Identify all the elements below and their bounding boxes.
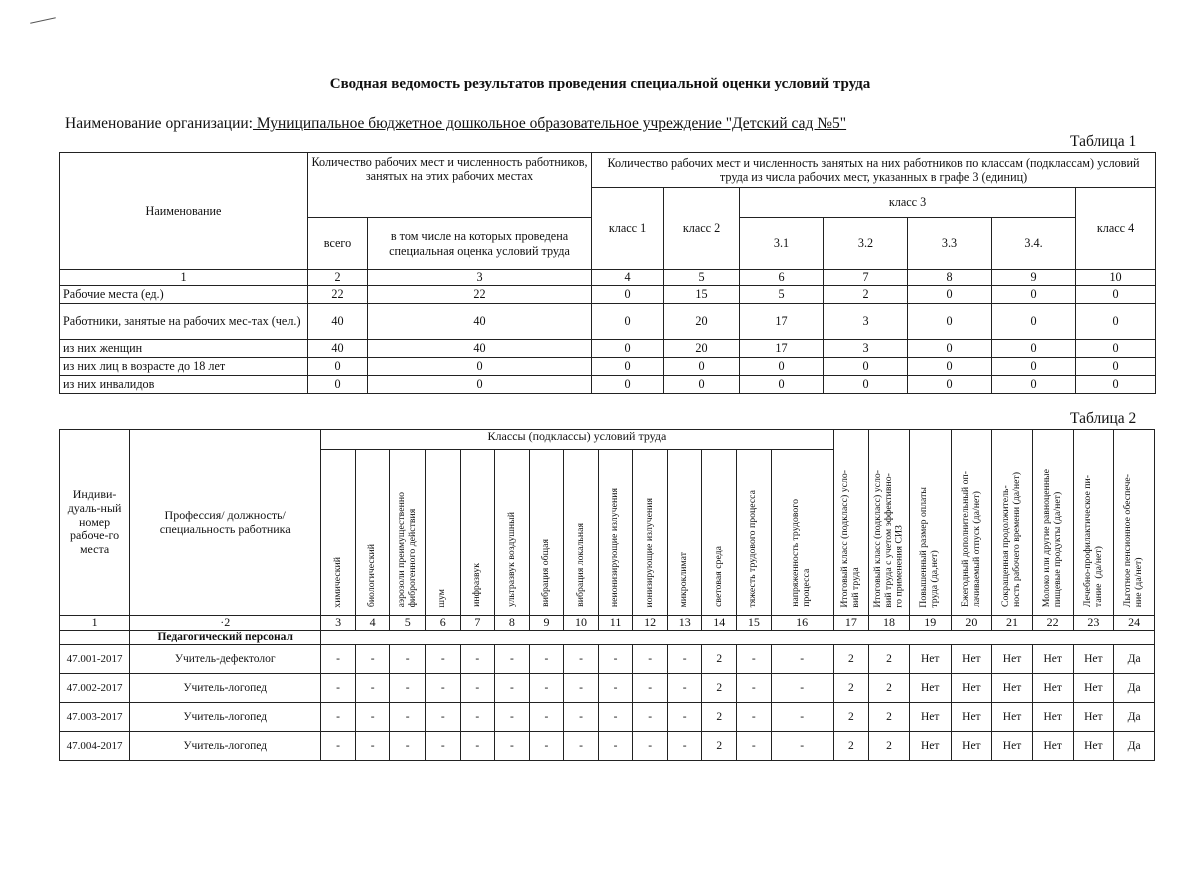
t2-extra-header bbox=[869, 430, 910, 616]
t2-colnum: 24 bbox=[1114, 616, 1155, 631]
t2-cell: - bbox=[564, 732, 599, 761]
t2-colnum: 21 bbox=[992, 616, 1033, 631]
t2-extra-header bbox=[1032, 430, 1073, 616]
t2-factor-label: шум bbox=[436, 588, 448, 608]
t2-colnum: 23 bbox=[1073, 616, 1114, 631]
t1-cell: 0 bbox=[1076, 286, 1156, 304]
t1-header-class4: класс 4 bbox=[1076, 188, 1156, 270]
t2-cell: Да bbox=[1114, 674, 1155, 703]
t2-factor-label: инфразвук bbox=[470, 563, 482, 608]
t2-cell: 2 bbox=[833, 703, 869, 732]
t1-cell: 0 bbox=[308, 376, 368, 394]
t1-cell: 0 bbox=[368, 376, 592, 394]
t1-colnum: 1 bbox=[60, 270, 308, 286]
t1-header-name: Наименование bbox=[60, 153, 308, 270]
t2-cell: - bbox=[321, 674, 356, 703]
t1-cell: 0 bbox=[592, 376, 664, 394]
t1-cell: 0 bbox=[1076, 358, 1156, 376]
t2-cell: - bbox=[425, 703, 460, 732]
t2-cell: - bbox=[633, 732, 668, 761]
t2-cell: - bbox=[667, 645, 702, 674]
t2-cell: - bbox=[425, 732, 460, 761]
t2-colnum: 9 bbox=[529, 616, 564, 631]
scan-mark bbox=[30, 17, 56, 23]
t1-row-label: из них лиц в возрасте до 18 лет bbox=[60, 358, 308, 376]
t2-extra-header bbox=[951, 430, 992, 616]
t2-cell: - bbox=[321, 703, 356, 732]
t2-cell: Нет bbox=[951, 732, 992, 761]
organization-line bbox=[65, 115, 846, 133]
t1-colnum: 5 bbox=[664, 270, 740, 286]
t2-cell: Нет bbox=[951, 645, 992, 674]
t1-cell: 2 bbox=[824, 286, 908, 304]
t2-cell: - bbox=[321, 645, 356, 674]
t2-factor-header bbox=[495, 450, 530, 616]
t1-cell: 0 bbox=[992, 376, 1076, 394]
t2-cell: Да bbox=[1114, 703, 1155, 732]
t1-cell: 15 bbox=[664, 286, 740, 304]
t2-cell: - bbox=[355, 674, 390, 703]
t2-cell: - bbox=[460, 703, 495, 732]
t1-cell: 17 bbox=[740, 304, 824, 340]
t2-cell: - bbox=[598, 674, 633, 703]
t2-colnum: 8 bbox=[495, 616, 530, 631]
t2-cell: Нет bbox=[1073, 674, 1114, 703]
t1-colnum: 2 bbox=[308, 270, 368, 286]
t2-cell: - bbox=[598, 703, 633, 732]
t1-row bbox=[60, 340, 1156, 358]
t2-cell: Нет bbox=[951, 674, 992, 703]
t2-cell: Нет bbox=[1032, 645, 1073, 674]
t1-cell: 17 bbox=[740, 340, 824, 358]
t2-factor-header bbox=[460, 450, 495, 616]
t2-cell: - bbox=[564, 674, 599, 703]
t2-extra-label: Повышенный размер оплаты труда (да,нет) bbox=[918, 486, 941, 608]
t2-factor-header bbox=[390, 450, 426, 616]
t2-cell: - bbox=[529, 732, 564, 761]
t2-header-classes: Классы (подклассы) условий труда bbox=[321, 430, 833, 450]
t2-cell: Нет bbox=[992, 703, 1033, 732]
t2-colnum: 17 bbox=[833, 616, 869, 631]
t2-cell: 2 bbox=[869, 645, 910, 674]
t2-extra-header bbox=[1073, 430, 1114, 616]
t2-cell: - bbox=[355, 732, 390, 761]
t1-cell: 0 bbox=[740, 376, 824, 394]
t2-cell: - bbox=[564, 645, 599, 674]
workplace-table bbox=[59, 429, 1155, 761]
t1-cell: 22 bbox=[308, 286, 368, 304]
position-name: Учитель-логопед bbox=[130, 674, 321, 703]
t2-cell: Нет bbox=[1073, 703, 1114, 732]
t2-header-profession: Профессия/ должность/ специальность работника bbox=[130, 430, 321, 616]
t2-row bbox=[60, 674, 1155, 703]
t1-header-class3: класс 3 bbox=[740, 188, 1076, 218]
t1-header-class2: класс 2 bbox=[664, 188, 740, 270]
group-label: Педагогический персонал bbox=[130, 631, 321, 645]
t2-cell: - bbox=[355, 645, 390, 674]
t2-factor-header bbox=[633, 450, 668, 616]
t2-cell: Нет bbox=[909, 703, 951, 732]
t1-colnum: 3 bbox=[368, 270, 592, 286]
t2-colnum: 18 bbox=[869, 616, 910, 631]
t2-cell: - bbox=[771, 645, 833, 674]
t1-cell: 0 bbox=[908, 340, 992, 358]
t1-row bbox=[60, 286, 1156, 304]
t2-cell: - bbox=[529, 703, 564, 732]
t2-cell: - bbox=[460, 732, 495, 761]
t2-cell: - bbox=[495, 732, 530, 761]
t2-cell: - bbox=[737, 645, 772, 674]
t1-header-class1: класс 1 bbox=[592, 188, 664, 270]
t1-colnum: 10 bbox=[1076, 270, 1156, 286]
organization-label: Наименование организации: bbox=[65, 115, 253, 132]
t2-extra-label: Итоговый класс (подкласс) усло- вий труда с учетом эффективно- го применения СИЗ bbox=[871, 469, 905, 608]
group-spacer bbox=[60, 631, 130, 645]
t1-cell: 0 bbox=[992, 340, 1076, 358]
t1-cell: 40 bbox=[308, 340, 368, 358]
t2-colnum: 1 bbox=[60, 616, 130, 631]
t2-factor-header bbox=[425, 450, 460, 616]
t2-cell: Нет bbox=[1032, 732, 1073, 761]
t2-cell: - bbox=[529, 645, 564, 674]
t2-factor-label: вибрация общая bbox=[540, 539, 552, 608]
t2-factor-label: химический bbox=[331, 556, 343, 608]
t2-factor-label: световая среда bbox=[712, 546, 724, 608]
t1-cell: 0 bbox=[992, 304, 1076, 340]
t2-row bbox=[60, 732, 1155, 761]
t2-cell: - bbox=[390, 674, 426, 703]
workplace-id: 47.001-2017 bbox=[60, 645, 130, 674]
t1-colnum: 9 bbox=[992, 270, 1076, 286]
t2-cell: - bbox=[598, 645, 633, 674]
t1-column-numbers bbox=[60, 270, 1156, 286]
t2-extra-header bbox=[1114, 430, 1155, 616]
t1-cell: 0 bbox=[308, 358, 368, 376]
t2-factor-header bbox=[702, 450, 737, 616]
t2-cell: Нет bbox=[992, 732, 1033, 761]
t1-header-3-1: 3.1 bbox=[740, 218, 824, 270]
t2-cell: - bbox=[425, 645, 460, 674]
t2-extra-label: Молоко или другие равноценные пищевые продукты (да/нет) bbox=[1040, 469, 1063, 608]
t1-cell: 0 bbox=[740, 358, 824, 376]
t2-colnum: 12 bbox=[633, 616, 668, 631]
t2-cell: - bbox=[667, 732, 702, 761]
t2-factor-header bbox=[564, 450, 599, 616]
t2-cell: 2 bbox=[833, 732, 869, 761]
t2-colnum: 11 bbox=[598, 616, 633, 631]
t2-factor-label: микроклимат bbox=[678, 551, 690, 608]
t1-cell: 0 bbox=[824, 358, 908, 376]
t2-cell: Нет bbox=[1073, 732, 1114, 761]
t1-cell: 5 bbox=[740, 286, 824, 304]
t1-header-3-4: 3.4. bbox=[992, 218, 1076, 270]
t2-row bbox=[60, 703, 1155, 732]
t1-row-label: Рабочие места (ед.) bbox=[60, 286, 308, 304]
t2-cell: Нет bbox=[909, 674, 951, 703]
t1-cell: 0 bbox=[592, 358, 664, 376]
t2-cell: - bbox=[460, 674, 495, 703]
t1-cell: 3 bbox=[824, 340, 908, 358]
t2-cell: - bbox=[667, 703, 702, 732]
t2-factor-label: напряженность трудового процесса bbox=[790, 499, 813, 608]
t1-row bbox=[60, 304, 1156, 340]
t2-cell: 2 bbox=[869, 703, 910, 732]
t2-factor-label: ионизирующие излучения bbox=[643, 497, 655, 608]
t2-cell: Нет bbox=[1073, 645, 1114, 674]
t2-cell: Да bbox=[1114, 732, 1155, 761]
t2-extra-header bbox=[992, 430, 1033, 616]
t2-colnum: 20 bbox=[951, 616, 992, 631]
t1-colnum: 6 bbox=[740, 270, 824, 286]
t2-factor-label: аэрозоли преимущественно фиброгенного действия bbox=[395, 491, 418, 608]
t1-colnum: 4 bbox=[592, 270, 664, 286]
position-name: Учитель-логопед bbox=[130, 732, 321, 761]
t2-cell: 2 bbox=[702, 732, 737, 761]
t2-cell: 2 bbox=[869, 674, 910, 703]
t1-cell: 0 bbox=[592, 304, 664, 340]
t2-factor-label: биологический bbox=[366, 544, 378, 608]
t2-cell: - bbox=[355, 703, 390, 732]
t1-cell: 20 bbox=[664, 340, 740, 358]
t2-cell: - bbox=[737, 674, 772, 703]
t2-factor-label: тяжесть трудового процесса bbox=[747, 489, 759, 608]
t1-cell: 40 bbox=[368, 340, 592, 358]
t2-cell: - bbox=[737, 732, 772, 761]
t2-cell: - bbox=[460, 645, 495, 674]
group-spacer bbox=[321, 631, 1155, 645]
t2-cell: - bbox=[598, 732, 633, 761]
t2-factor-header bbox=[598, 450, 633, 616]
t2-colnum: 4 bbox=[355, 616, 390, 631]
t1-cell: 20 bbox=[664, 304, 740, 340]
t2-cell: - bbox=[633, 645, 668, 674]
t2-factor-header bbox=[355, 450, 390, 616]
t2-cell: - bbox=[771, 674, 833, 703]
table1-caption: Таблица 1 bbox=[1070, 133, 1137, 150]
t1-cell: 22 bbox=[368, 286, 592, 304]
t1-cell: 0 bbox=[908, 376, 992, 394]
t1-cell: 0 bbox=[908, 286, 992, 304]
t1-cell: 0 bbox=[592, 340, 664, 358]
t2-extra-label: Лечебно-профилактическое пи- тание (да/нет) bbox=[1081, 475, 1104, 608]
t1-cell: 0 bbox=[1076, 304, 1156, 340]
t2-factor-header bbox=[737, 450, 772, 616]
t1-colnum: 7 bbox=[824, 270, 908, 286]
t1-header-total: всего bbox=[308, 218, 368, 270]
t2-cell: Нет bbox=[1032, 674, 1073, 703]
group-row bbox=[60, 631, 1155, 645]
t1-cell: 0 bbox=[908, 304, 992, 340]
t2-extra-header bbox=[833, 430, 869, 616]
t1-header-evaluated: в том числе на которых проведена специальная оценка условий труда bbox=[368, 218, 592, 270]
t1-row bbox=[60, 358, 1156, 376]
organization-name: Муниципальное бюджетное дошкольное образовательное учреждение "Детский сад №5" bbox=[252, 115, 847, 132]
t1-row-label: из них женщин bbox=[60, 340, 308, 358]
t1-cell: 40 bbox=[368, 304, 592, 340]
workplace-id: 47.003-2017 bbox=[60, 703, 130, 732]
t2-colnum: 13 bbox=[667, 616, 702, 631]
t2-cell: - bbox=[495, 645, 530, 674]
page-title: Сводная ведомость результатов проведения специальной оценки условий труда bbox=[329, 76, 871, 92]
t2-cell: - bbox=[667, 674, 702, 703]
t2-cell: Нет bbox=[909, 645, 951, 674]
t2-extra-header bbox=[909, 430, 951, 616]
t2-cell: 2 bbox=[833, 674, 869, 703]
t2-colnum: 14 bbox=[702, 616, 737, 631]
t2-extra-label: Сокращенная продолжитель- ность рабочего времени (да/нет) bbox=[1000, 472, 1023, 608]
t2-cell: - bbox=[633, 703, 668, 732]
summary-table bbox=[59, 152, 1156, 394]
t1-cell: 3 bbox=[824, 304, 908, 340]
t2-cell: Нет bbox=[909, 732, 951, 761]
t2-cell: - bbox=[495, 674, 530, 703]
t2-colnum: 5 bbox=[390, 616, 426, 631]
t2-colnum: 10 bbox=[564, 616, 599, 631]
t2-colnum: 15 bbox=[737, 616, 772, 631]
t2-header-id: Индиви-дуаль-ный номер рабоче-го места bbox=[60, 430, 130, 616]
t2-factor-header bbox=[321, 450, 356, 616]
t2-colnum: 22 bbox=[1032, 616, 1073, 631]
t2-cell: Нет bbox=[992, 674, 1033, 703]
t2-cell: - bbox=[321, 732, 356, 761]
t2-cell: 2 bbox=[869, 732, 910, 761]
workplace-id: 47.004-2017 bbox=[60, 732, 130, 761]
t1-cell: 0 bbox=[1076, 340, 1156, 358]
t2-colnum: 3 bbox=[321, 616, 356, 631]
t2-cell: - bbox=[564, 703, 599, 732]
t1-cell: 0 bbox=[1076, 376, 1156, 394]
t2-factor-label: неионизирующие излучения bbox=[609, 488, 621, 608]
t2-cell: - bbox=[495, 703, 530, 732]
t2-cell: 2 bbox=[702, 674, 737, 703]
position-name: Учитель-дефектолог bbox=[130, 645, 321, 674]
t2-colnum: 19 bbox=[909, 616, 951, 631]
t2-cell: - bbox=[390, 645, 426, 674]
t1-header-classes: Количество рабочих мест и численность занятых на них работников по классам (подклассам) условий труда из числа рабочих мест, указанных в графе 3 (единиц) bbox=[592, 153, 1156, 188]
t2-cell: - bbox=[390, 732, 426, 761]
t1-cell: 0 bbox=[992, 286, 1076, 304]
t1-colnum: 8 bbox=[908, 270, 992, 286]
t1-row bbox=[60, 376, 1156, 394]
t2-colnum: 6 bbox=[425, 616, 460, 631]
t2-cell: Да bbox=[1114, 645, 1155, 674]
t2-row bbox=[60, 645, 1155, 674]
t2-factor-header bbox=[529, 450, 564, 616]
t1-cell: 0 bbox=[824, 376, 908, 394]
t2-factor-header bbox=[667, 450, 702, 616]
t2-cell: - bbox=[771, 703, 833, 732]
t1-header-3-3: 3.3 bbox=[908, 218, 992, 270]
t2-factor-label: ультразвук воздушный bbox=[505, 512, 517, 608]
t2-cell: - bbox=[771, 732, 833, 761]
t2-colnum: ·2 bbox=[130, 616, 321, 631]
t2-cell: - bbox=[737, 703, 772, 732]
t2-colnum: 16 bbox=[771, 616, 833, 631]
t1-cell: 40 bbox=[308, 304, 368, 340]
t2-cell: - bbox=[633, 674, 668, 703]
t2-cell: - bbox=[425, 674, 460, 703]
t2-cell: Нет bbox=[992, 645, 1033, 674]
t1-cell: 0 bbox=[908, 358, 992, 376]
t1-header-count: Количество рабочих мест и численность работников, занятых на этих рабочих местах bbox=[308, 153, 592, 218]
t2-cell: 2 bbox=[702, 703, 737, 732]
t1-cell: 0 bbox=[664, 358, 740, 376]
t2-colnum: 7 bbox=[460, 616, 495, 631]
t2-cell: - bbox=[390, 703, 426, 732]
t2-extra-label: Итоговый класс (подкласс) усло- вий труда bbox=[839, 469, 861, 608]
t1-row-label: Работники, занятые на рабочих мес-тах (чел.) bbox=[60, 304, 308, 340]
t2-cell: - bbox=[529, 674, 564, 703]
t1-cell: 0 bbox=[664, 376, 740, 394]
t2-factor-label: вибрация локальная bbox=[574, 523, 586, 608]
t1-row-label: из них инвалидов bbox=[60, 376, 308, 394]
workplace-id: 47.002-2017 bbox=[60, 674, 130, 703]
t2-factor-header bbox=[771, 450, 833, 616]
t2-extra-label: Ежегодный дополнительный оп- лачиваемый отпуск (да/нет) bbox=[959, 471, 982, 608]
t2-extra-label: Льготное пенсионное обеспече- ние (да/нет) bbox=[1122, 474, 1145, 608]
t2-cell: 2 bbox=[702, 645, 737, 674]
t2-cell: Нет bbox=[1032, 703, 1073, 732]
table2-caption: Таблица 2 bbox=[1070, 410, 1137, 427]
t2-cell: 2 bbox=[833, 645, 869, 674]
t1-cell: 0 bbox=[592, 286, 664, 304]
t1-cell: 0 bbox=[992, 358, 1076, 376]
t1-header-3-2: 3.2 bbox=[824, 218, 908, 270]
t2-cell: Нет bbox=[951, 703, 992, 732]
t1-cell: 0 bbox=[368, 358, 592, 376]
position-name: Учитель-логопед bbox=[130, 703, 321, 732]
